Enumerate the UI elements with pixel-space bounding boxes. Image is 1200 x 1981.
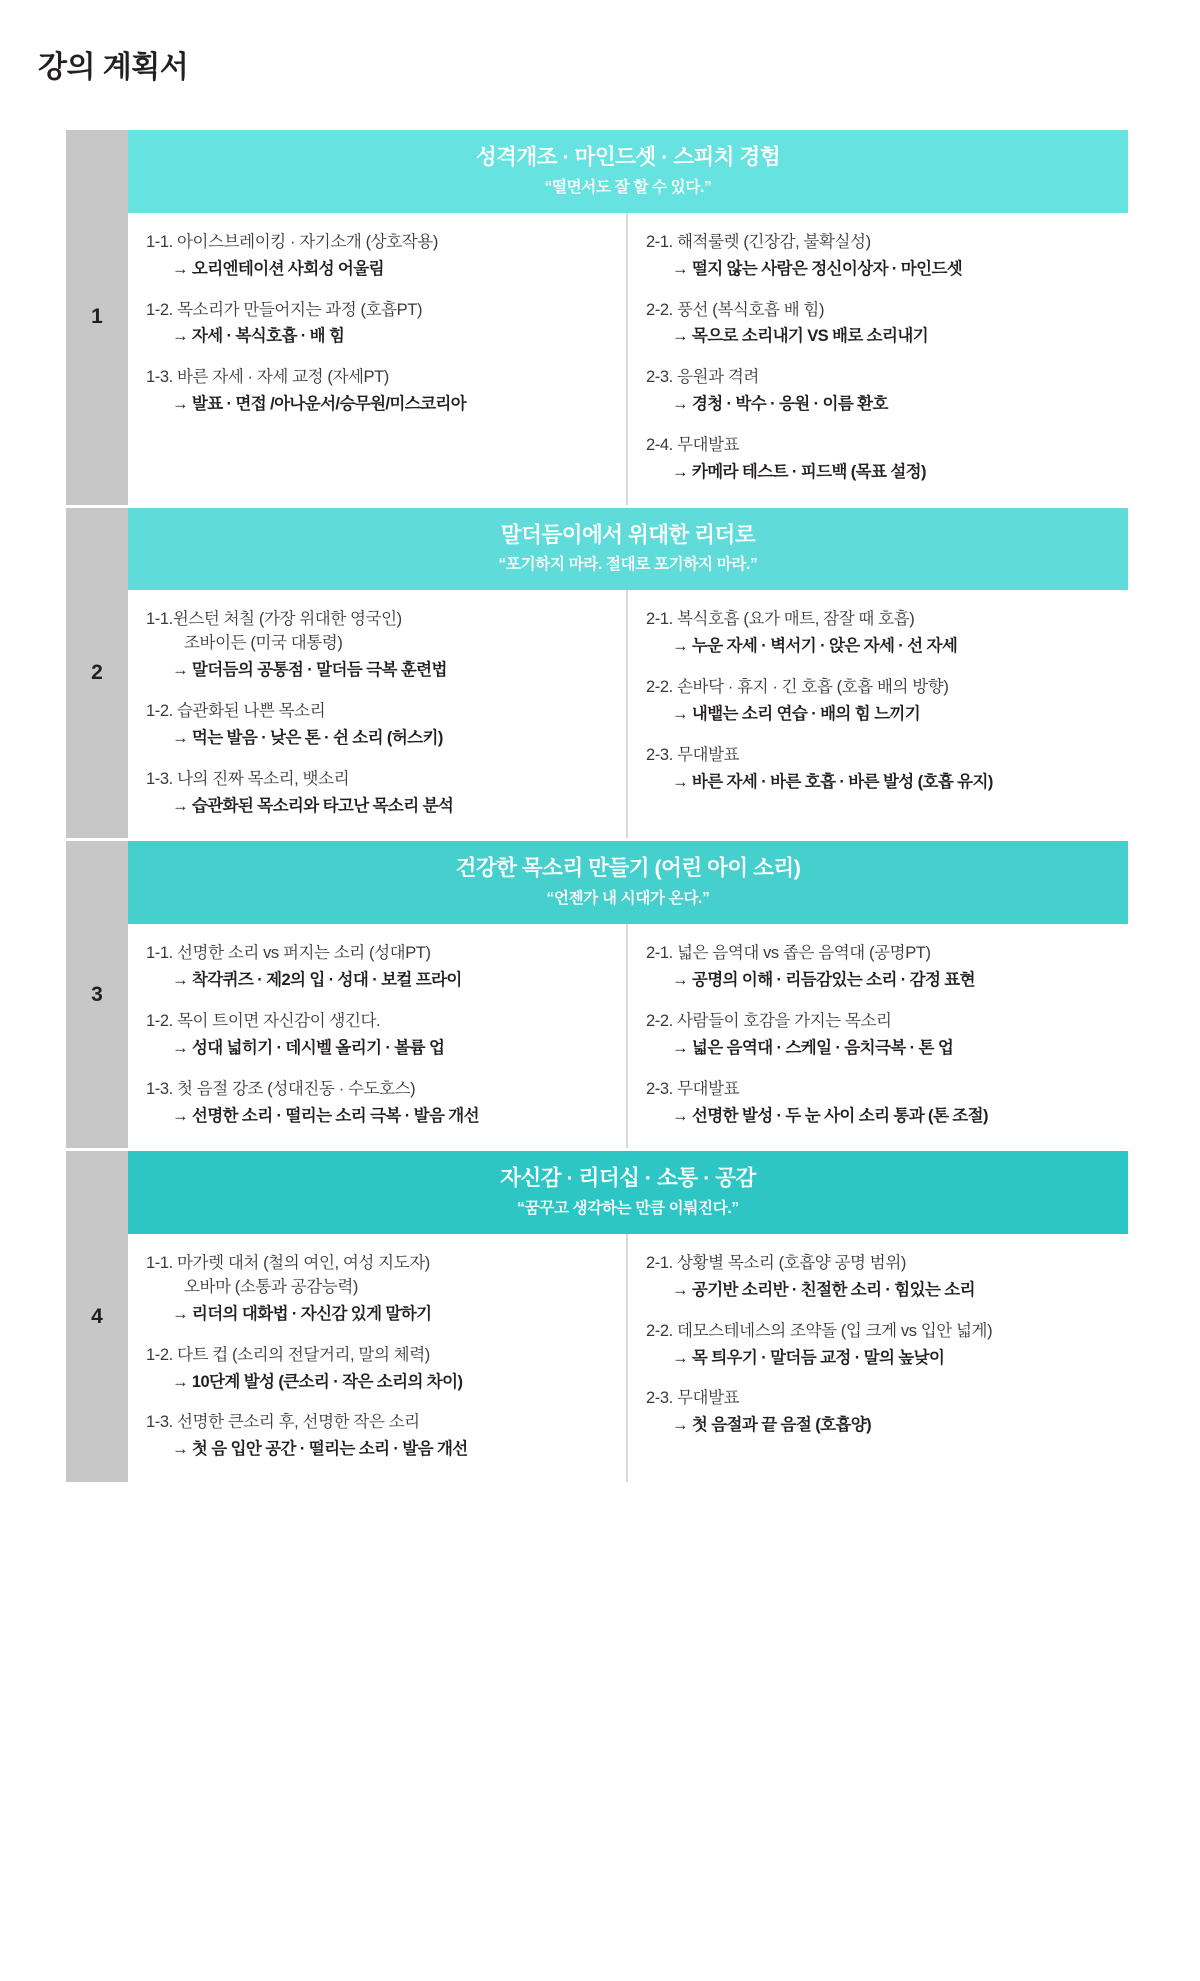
plan-item-result: → 바른 자세 · 바른 호흡 · 바른 발성 (호흡 유지) [672, 772, 993, 791]
plan-item-title: 1-1. 마가렛 대처 (철의 여인, 여성 지도자) [146, 1254, 430, 1273]
plan-item [146, 231, 612, 282]
week-column-right [628, 924, 1128, 1148]
plan-item [646, 942, 1114, 993]
plan-item [146, 1010, 612, 1061]
plan-item [146, 1252, 612, 1327]
week-header-quote: “포기하지 마라. 절대로 포기하지 마라.” [498, 556, 758, 574]
week-column-left [128, 924, 628, 1148]
week-header [128, 130, 1128, 213]
plan-item-result: → 목 틔우기 · 말더듬 교정 · 말의 높낮이 [672, 1348, 945, 1367]
week-body [128, 1151, 1128, 1482]
plan-item-title: 2-2. 풍선 (복식호흡 배 힘) [646, 300, 825, 319]
plan-item [646, 608, 1114, 659]
week-column-right [628, 590, 1128, 838]
plan-item-result: → 목으로 소리내기 VS 배로 소리내기 [672, 327, 929, 346]
plan-item-result: → 말더듬의 공통점 · 말더듬 극복 훈련법 [172, 661, 447, 680]
plan-item-result: → 발표 · 면접 /아나운서/승무원/미스코리아 [172, 395, 467, 414]
week-number: 2 [66, 508, 128, 839]
week-header-title: 자신감 · 리더십 · 소통 · 공감 [500, 1166, 756, 1191]
week-header [128, 1151, 1128, 1234]
plan-item-title: 1-3. 선명한 큰소리 후, 선명한 작은 소리 [146, 1413, 420, 1432]
plan-item-title: 2-1. 넓은 음역대 vs 좁은 음역대 (공명PT) [646, 944, 931, 963]
plan-item [646, 1252, 1114, 1303]
week-block [66, 841, 1128, 1151]
plan-item-result: → 누운 자세 · 벽서기 · 앉은 자세 · 선 자세 [672, 637, 958, 656]
week-number: 4 [66, 1151, 128, 1482]
plan-item [646, 1320, 1114, 1371]
plan-item [646, 1078, 1114, 1129]
week-number: 1 [66, 130, 128, 505]
plan-item-title: 1-3. 바른 자세 · 자세 교정 (자세PT) [146, 368, 389, 387]
week-header-title: 성격개조 · 마인드셋 · 스피치 경험 [475, 145, 781, 169]
week-columns [128, 590, 1128, 838]
plan-item-result: → 10단계 발성 (큰소리 · 작은 소리의 차이) [172, 1372, 463, 1391]
week-columns [128, 924, 1128, 1148]
plan-item [146, 942, 612, 993]
week-header-title: 말더듬이에서 위대한 리더로 [500, 522, 756, 547]
plan-item [646, 744, 1114, 795]
plan-item [146, 700, 612, 751]
plan-item-result: → 넓은 음역대 · 스케일 · 음치극복 · 톤 업 [672, 1038, 954, 1057]
plan-item-subtitle: 오바마 (소통과 공감능력) [184, 1278, 358, 1297]
plan-item-title: 2-3. 무대발표 [646, 745, 740, 764]
plan-item-result: → 자세 · 복식호흡 · 배 힘 [172, 327, 345, 346]
plan-item [646, 1387, 1114, 1438]
plan-item-result: → 떨지 않는 사람은 정신이상자 · 마인드셋 [672, 259, 963, 278]
week-body [128, 841, 1128, 1148]
plan-item [646, 434, 1114, 485]
plan-item [646, 366, 1114, 417]
week-columns [128, 1234, 1128, 1482]
plan-item-result: → 내뱉는 소리 연습 · 배의 힘 느끼기 [672, 705, 921, 724]
week-header-title: 건강한 목소리 만들기 (어린 아이 소리) [455, 856, 801, 881]
plan-item [146, 1411, 612, 1462]
page-title: 강의 계획서 [38, 51, 189, 84]
plan-item-title: 2-2. 손바닥 · 휴지 · 긴 호흡 (호흡 배의 방향) [646, 678, 949, 697]
plan-item-result: → 착각퀴즈 · 제2의 입 · 성대 · 보컬 프라이 [172, 971, 462, 990]
plan-item-title: 2-4. 무대발표 [646, 435, 740, 454]
plan-item [146, 1078, 612, 1129]
plan-item-result: → 공기반 소리반 · 친절한 소리 · 힘있는 소리 [672, 1281, 975, 1300]
week-header [128, 841, 1128, 924]
week-body [128, 130, 1128, 505]
plan-item-result: → 먹는 발음 · 낮은 톤 · 쉰 소리 (허스키) [172, 728, 443, 747]
plan-item-result: → 오리엔테이션 사회성 어울림 [172, 259, 384, 278]
plan-item-result: → 카메라 테스트 · 피드백 (목표 설정) [672, 462, 926, 481]
week-block [66, 1151, 1128, 1485]
week-header-quote: “떨면서도 잘 할 수 있다.” [544, 178, 712, 196]
plan-item-title: 1-2. 목소리가 만들어지는 과정 (호흡PT) [146, 300, 423, 319]
plan-item-title: 2-3. 무대발표 [646, 1079, 740, 1098]
week-column-left [128, 213, 628, 505]
plan-item-result: → 공명의 이해 · 리듬감있는 소리 · 감정 표현 [672, 971, 975, 990]
plan-item [646, 676, 1114, 727]
week-block [66, 508, 1128, 842]
plan-item-title: 1-1. 아이스브레이킹 · 자기소개 (상호작용) [146, 232, 438, 251]
plan-item [146, 1344, 612, 1395]
plan-item-result: → 리더의 대화법 · 자신감 있게 말하기 [172, 1304, 432, 1323]
week-column-left [128, 590, 628, 838]
week-header-quote: “꿈꾸고 생각하는 만큼 이뤄진다.” [517, 1200, 739, 1218]
plan-item [146, 608, 612, 683]
plan-item-subtitle: 조바이든 (미국 대통령) [184, 634, 343, 653]
plan-item-title: 1-2. 다트 컵 (소리의 전달거리, 말의 체력) [146, 1345, 430, 1364]
plan-item-title: 1-1.윈스턴 처칠 (가장 위대한 영국인) [146, 610, 402, 629]
plan-item-title: 2-3. 무대발표 [646, 1389, 740, 1408]
week-column-left [128, 1234, 628, 1482]
plan-item-result: → 경청 · 박수 · 응원 · 이름 환호 [672, 395, 888, 414]
week-number: 3 [66, 841, 128, 1148]
plan-item-title: 1-3. 나의 진짜 목소리, 뱃소리 [146, 769, 350, 788]
week-block [66, 130, 1128, 508]
plan-item-result: → 첫 음절과 끝 음절 (호흡양) [672, 1416, 872, 1435]
plan-item [146, 366, 612, 417]
week-header [128, 508, 1128, 591]
plan-item [646, 231, 1114, 282]
plan-item [146, 299, 612, 350]
plan-item-title: 2-3. 응원과 격려 [646, 368, 759, 387]
plan-item-result: → 습관화된 목소리와 타고난 목소리 분석 [172, 796, 454, 815]
plan-item-title: 2-1. 복식호흡 (요가 매트, 잠잘 때 호흡) [646, 610, 915, 629]
week-body [128, 508, 1128, 839]
plan-item-title: 1-3. 첫 음절 강조 (성대진동 · 수도호스) [146, 1079, 416, 1098]
plan-item-title: 1-2. 목이 트이면 자신감이 생긴다. [146, 1011, 381, 1030]
plan-item [646, 1010, 1114, 1061]
plan-item-result: → 성대 넓히기 · 데시벨 올리기 · 볼륨 업 [172, 1038, 445, 1057]
plan-item [146, 768, 612, 819]
plan-item-title: 2-2. 사람들이 호감을 가지는 목소리 [646, 1011, 892, 1030]
plan-item-title: 1-2. 습관화된 나쁜 목소리 [146, 702, 326, 721]
week-column-right [628, 213, 1128, 505]
plan-item-result: → 선명한 발성 · 두 눈 사이 소리 통과 (톤 조절) [672, 1106, 988, 1125]
plan-item-title: 2-1. 해적룰렛 (긴장감, 불확실성) [646, 232, 871, 251]
plan-item-title: 2-2. 데모스테네스의 조약돌 (입 크게 vs 입안 넓게) [646, 1321, 993, 1340]
week-header-quote: “언젠가 내 시대가 온다.” [546, 890, 710, 908]
plan-item-result: → 선명한 소리 · 떨리는 소리 극복 · 발음 개선 [172, 1106, 479, 1125]
plan-item-title: 2-1. 상황별 목소리 (호흡양 공명 범위) [646, 1254, 906, 1273]
plan-item-title: 1-1. 선명한 소리 vs 퍼지는 소리 (성대PT) [146, 944, 431, 963]
plan-item-result: → 첫 음 입안 공간 · 떨리는 소리 · 발음 개선 [172, 1440, 468, 1459]
week-column-right [628, 1234, 1128, 1482]
week-columns [128, 213, 1128, 505]
plan-item [646, 299, 1114, 350]
weekly-plan-table [66, 130, 1128, 1485]
